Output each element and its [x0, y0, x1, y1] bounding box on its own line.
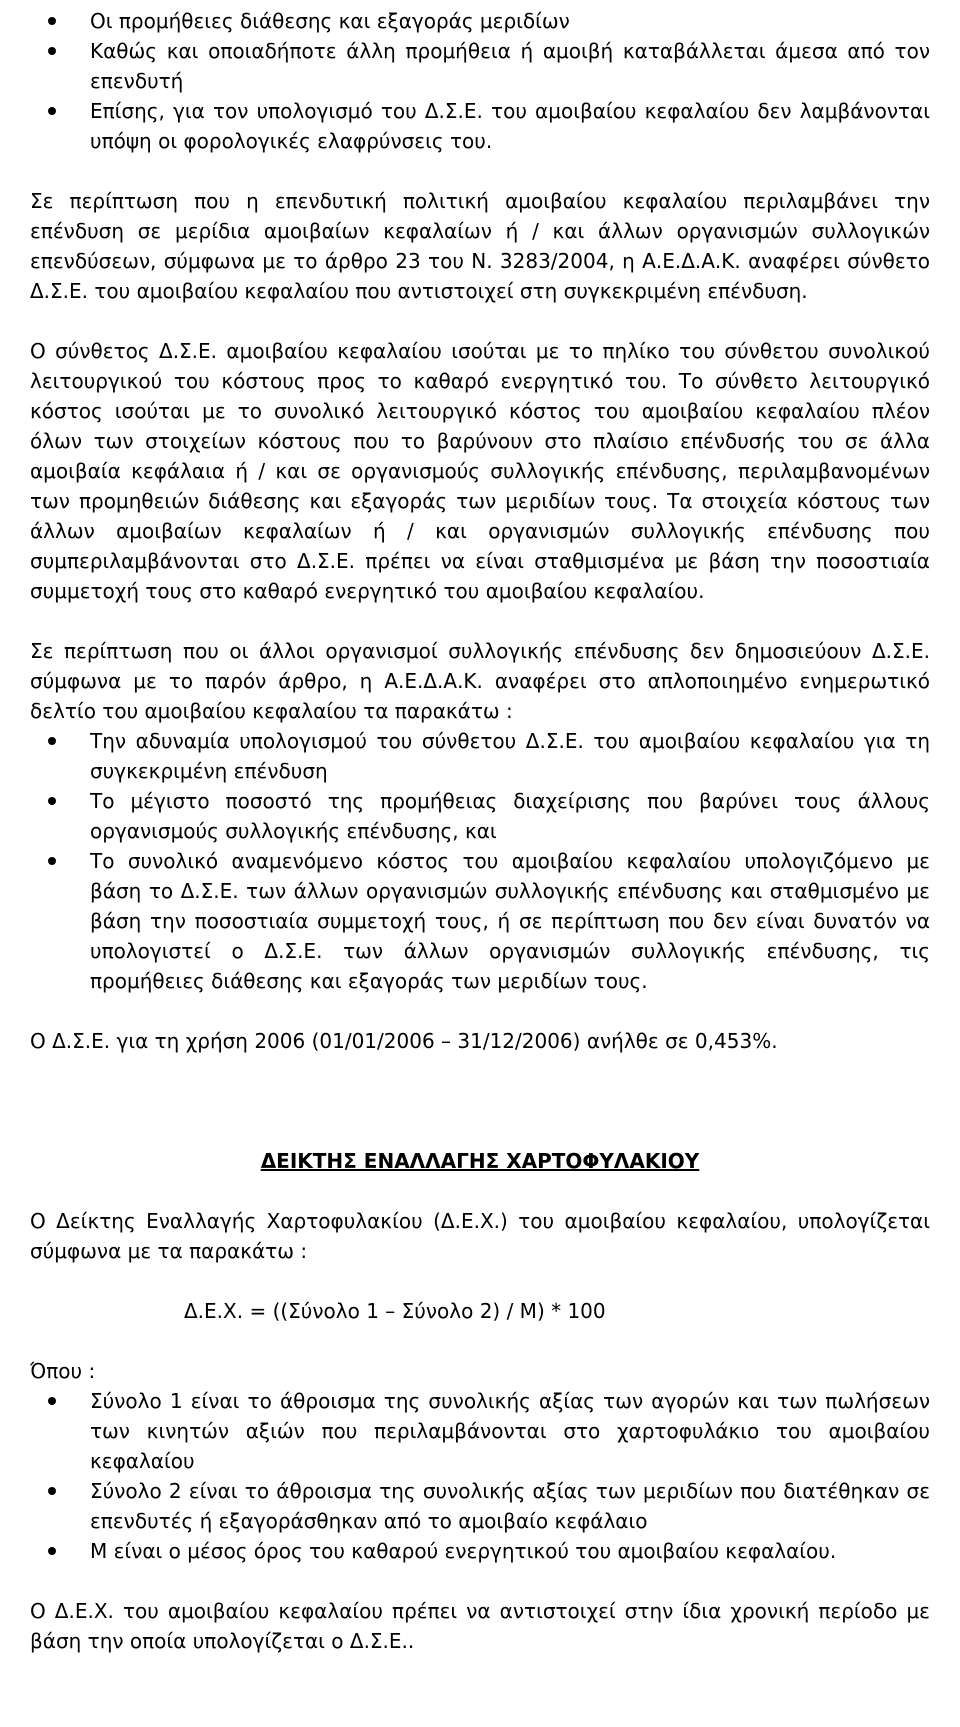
- paragraph-fund-of-funds: Σε περίπτωση που η επενδυτική πολιτική αμοιβαίου κεφαλαίου περιλαμβάνει την επένδυση σε μερίδια αμοιβαίων κεφαλαίων ή / και άλλων οργανισμών συλλογικών επενδύσεων, σύμφωνα με το άρθρο 23 του Ν. 3283/2004, η Α.Ε.Δ.Α.Κ. αναφέρει σύνθετο Δ.Σ.Ε. του αμοιβαίου κεφαλαίου που αντιστοιχεί στη συγκεκριμένη επένδυση.: [30, 189, 930, 303]
- list-item: Το μέγιστο ποσοστό της προμήθειας διαχείρισης που βαρύνει τους άλλους οργανισμούς συλλογικής επένδυσης, και: [30, 786, 930, 846]
- list-item: Το συνολικό αναμενόμενο κόστος του αμοιβαίου κεφαλαίου υπολογιζόμενο με βάση το Δ.Σ.Ε. των άλλων οργανισμών συλλογικής επένδυσης και σταθμισμένο με βάση την ποσοστιαία συμμετοχή τους, ή σε περίπτωση που δεν είναι δυνατόν να υπολογιστεί ο Δ.Σ.Ε. των άλλων οργανισμών συλλογικής επένδυσης, τις προμήθειες διάθεσης και εξαγοράς των μεριδίων τους.: [30, 846, 930, 996]
- paragraph-not-published: Σε περίπτωση που οι άλλοι οργανισμοί συλλογικής επένδυσης δεν δημοσιεύουν Δ.Σ.Ε. σύμφωνα με το παρόν άρθρο, η Α.Ε.Δ.Α.Κ. αναφέρει στο απλοποιημένο ενημερωτικό δελτίο του αμοιβαίου κεφαλαίου τα παρακάτω :: [30, 639, 930, 723]
- disclosure-bullet-list: [30, 726, 930, 996]
- costs-bullet-list: [30, 6, 930, 156]
- paragraph-turnover-intro: Ο Δείκτης Εναλλαγής Χαρτοφυλακίου (Δ.Ε.Χ.) του αμοιβαίου κεφαλαίου, υπολογίζεται σύμφωνα με τα παρακάτω :: [30, 1209, 930, 1263]
- list-item: Επίσης, για τον υπολογισμό του Δ.Σ.Ε. του αμοιβαίου κεφαλαίου δεν λαμβάνονται υπόψη οι φορολογικές ελαφρύνσεις του.: [30, 96, 930, 156]
- definitions-bullet-list: [30, 1386, 930, 1566]
- paragraph-composite-ter: Ο σύνθετος Δ.Σ.Ε. αμοιβαίου κεφαλαίου ισούται με το πηλίκο του σύνθετου συνολικού λειτουργικού του κόστους προς το καθαρό ενεργητικό του. Το σύνθετο λειτουργικό κόστος ισούται με το συνολικό λειτουργικό κόστος του αμοιβαίου κεφαλαίου πλέον όλων των στοιχείων κόστους που το βαρύνουν στο πλαίσιο επένδυσής του σε άλλα αμοιβαία κεφάλαια ή / και σε οργανισμούς συλλογικής επένδυσης, περιλαμβανομένων των προμηθειών διάθεσης και εξαγοράς των μεριδίων τους. Τα στοιχεία κόστους των άλλων αμοιβαίων κεφαλαίων ή / και οργανισμών συλλογικής επένδυσης που συμπεριλαμβάνονται στο Δ.Σ.Ε. πρέπει να είναι σταθμισμένα με βάση την ποσοστιαία συμμετοχή τους στο καθαρό ενεργητικό του αμοιβαίου κεφαλαίου.: [30, 339, 930, 603]
- paragraph-closing: Ο Δ.Ε.Χ. του αμοιβαίου κεφαλαίου πρέπει να αντιστοιχεί στην ίδια χρονική περίοδο με βάση την οποία υπολογίζεται ο Δ.Σ.Ε..: [30, 1599, 930, 1653]
- list-item: Την αδυναμία υπολογισμού του σύνθετου Δ.Σ.Ε. του αμοιβαίου κεφαλαίου για τη συγκεκριμένη επένδυση: [30, 726, 930, 786]
- section-heading: ΔΕΙΚΤΗΣ ΕΝΑΛΛΑΓΗΣ ΧΑΡΤΟΦΥΛΑΚΙΟΥ: [260, 1149, 700, 1173]
- list-item: Μ είναι ο μέσος όρος του καθαρού ενεργητικού του αμοιβαίου κεφαλαίου.: [30, 1536, 930, 1566]
- list-item: Σύνολο 1 είναι το άθροισμα της συνολικής αξίας των αγορών και των πωλήσεων των κινητών αξιών που περιλαμβάνονται στο χαρτοφυλάκιο του αμοιβαίου κεφαλαίου: [30, 1386, 930, 1476]
- list-item: Οι προμήθειες διάθεσης και εξαγοράς μεριδίων: [30, 6, 930, 36]
- turnover-formula: Δ.Ε.Χ. = ((Σύνολο 1 – Σύνολο 2) / Μ) * 100: [184, 1299, 606, 1323]
- list-item: Καθώς και οποιαδήποτε άλλη προμήθεια ή αμοιβή καταβάλλεται άμεσα από τον επενδυτή: [30, 36, 930, 96]
- paragraph-result-2006: Ο Δ.Σ.Ε. για τη χρήση 2006 (01/01/2006 – 31/12/2006) ανήλθε σε 0,453%.: [30, 1029, 778, 1053]
- where-label: Όπου :: [30, 1359, 96, 1383]
- list-item: Σύνολο 2 είναι το άθροισμα της συνολικής αξίας των μεριδίων που διατέθηκαν σε επενδυτές ή εξαγοράσθηκαν από το αμοιβαίο κεφάλαιο: [30, 1476, 930, 1536]
